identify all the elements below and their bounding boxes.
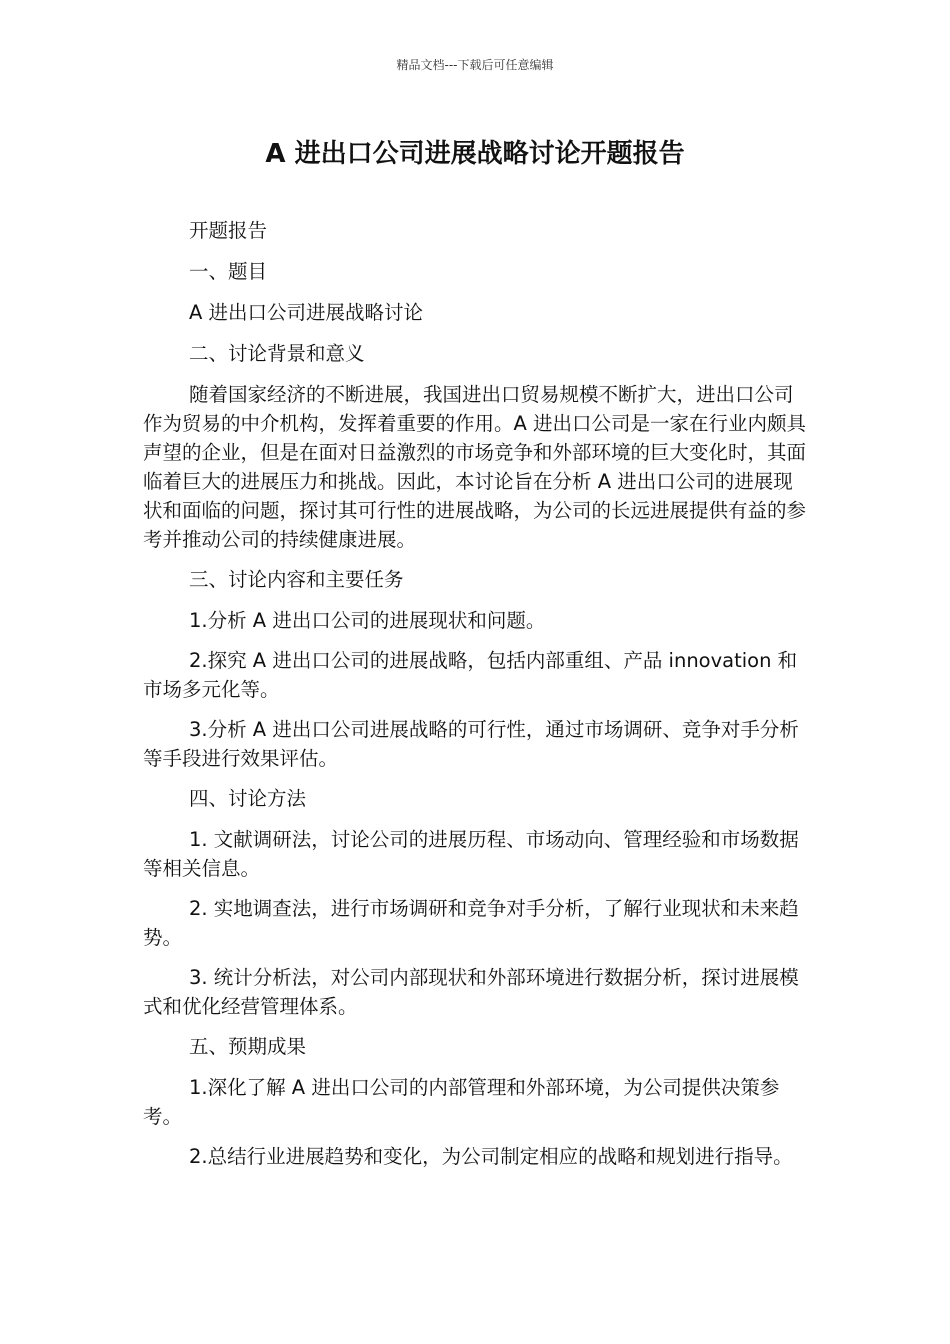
section-heading-content: 三、讨论内容和主要任务 xyxy=(189,568,404,591)
section-heading-background: 二、讨论背景和意义 xyxy=(189,342,365,365)
section-heading-method: 四、讨论方法 xyxy=(189,787,307,810)
section-heading-results: 五、预期成果 xyxy=(189,1035,307,1058)
page-header-watermark: 精品文档---下载后可任意编辑 xyxy=(396,58,554,72)
method-item-1: 1. 文献调研法，讨论公司的进展历程、市场动向、管理经验和市场数据等相关信息。 xyxy=(143,828,799,880)
background-paragraph: 随着国家经济的不断进展，我国进出口贸易规模不断扩大，进出口公司作为贸易的中介机构，发挥着重要的作用。A 进出口公司是一家在行业内颇具声望的企业，但是在面对日益激烈的市场竞争和外部环境的巨大变化时，其面临着巨大的进展压力和挑战。因此，本讨论旨在分析 A 进出口公司的进展现状和面临的问题，探讨其可行性的进展战略，为公司的长远进展提供有益的参考并推动公司的持续健康进展。 xyxy=(143,383,807,551)
result-item-2: 2.总结行业进展趋势和变化，为公司制定相应的战略和规划进行指导。 xyxy=(189,1145,793,1168)
section-heading-topic: 一、题目 xyxy=(189,260,268,283)
document-title: A 进出口公司进展战略讨论开题报告 xyxy=(265,139,685,169)
section-label-report: 开题报告 xyxy=(189,219,268,242)
document-body xyxy=(143,216,808,1182)
method-item-2: 2. 实地调查法，进行市场调研和竞争对手分析，了解行业现状和未来趋势。 xyxy=(143,897,799,949)
content-item-1: 1.分析 A 进出口公司的进展现状和问题。 xyxy=(189,609,546,632)
result-item-1: 1.深化了解 A 进出口公司的内部管理和外部环境，为公司提供决策参考。 xyxy=(143,1076,780,1128)
method-item-3: 3. 统计分析法，对公司内部现状和外部环境进行数据分析，探讨进展模式和优化经营管理体系。 xyxy=(143,966,799,1018)
content-item-3: 3.分析 A 进出口公司进展战略的可行性，通过市场调研、竞争对手分析等手段进行效果评估。 xyxy=(143,718,799,770)
content-item-2: 2.探究 A 进出口公司的进展战略，包括内部重组、产品 innovation 和市场多元化等。 xyxy=(143,649,798,701)
topic-text: A 进出口公司进展战略讨论 xyxy=(189,301,424,324)
